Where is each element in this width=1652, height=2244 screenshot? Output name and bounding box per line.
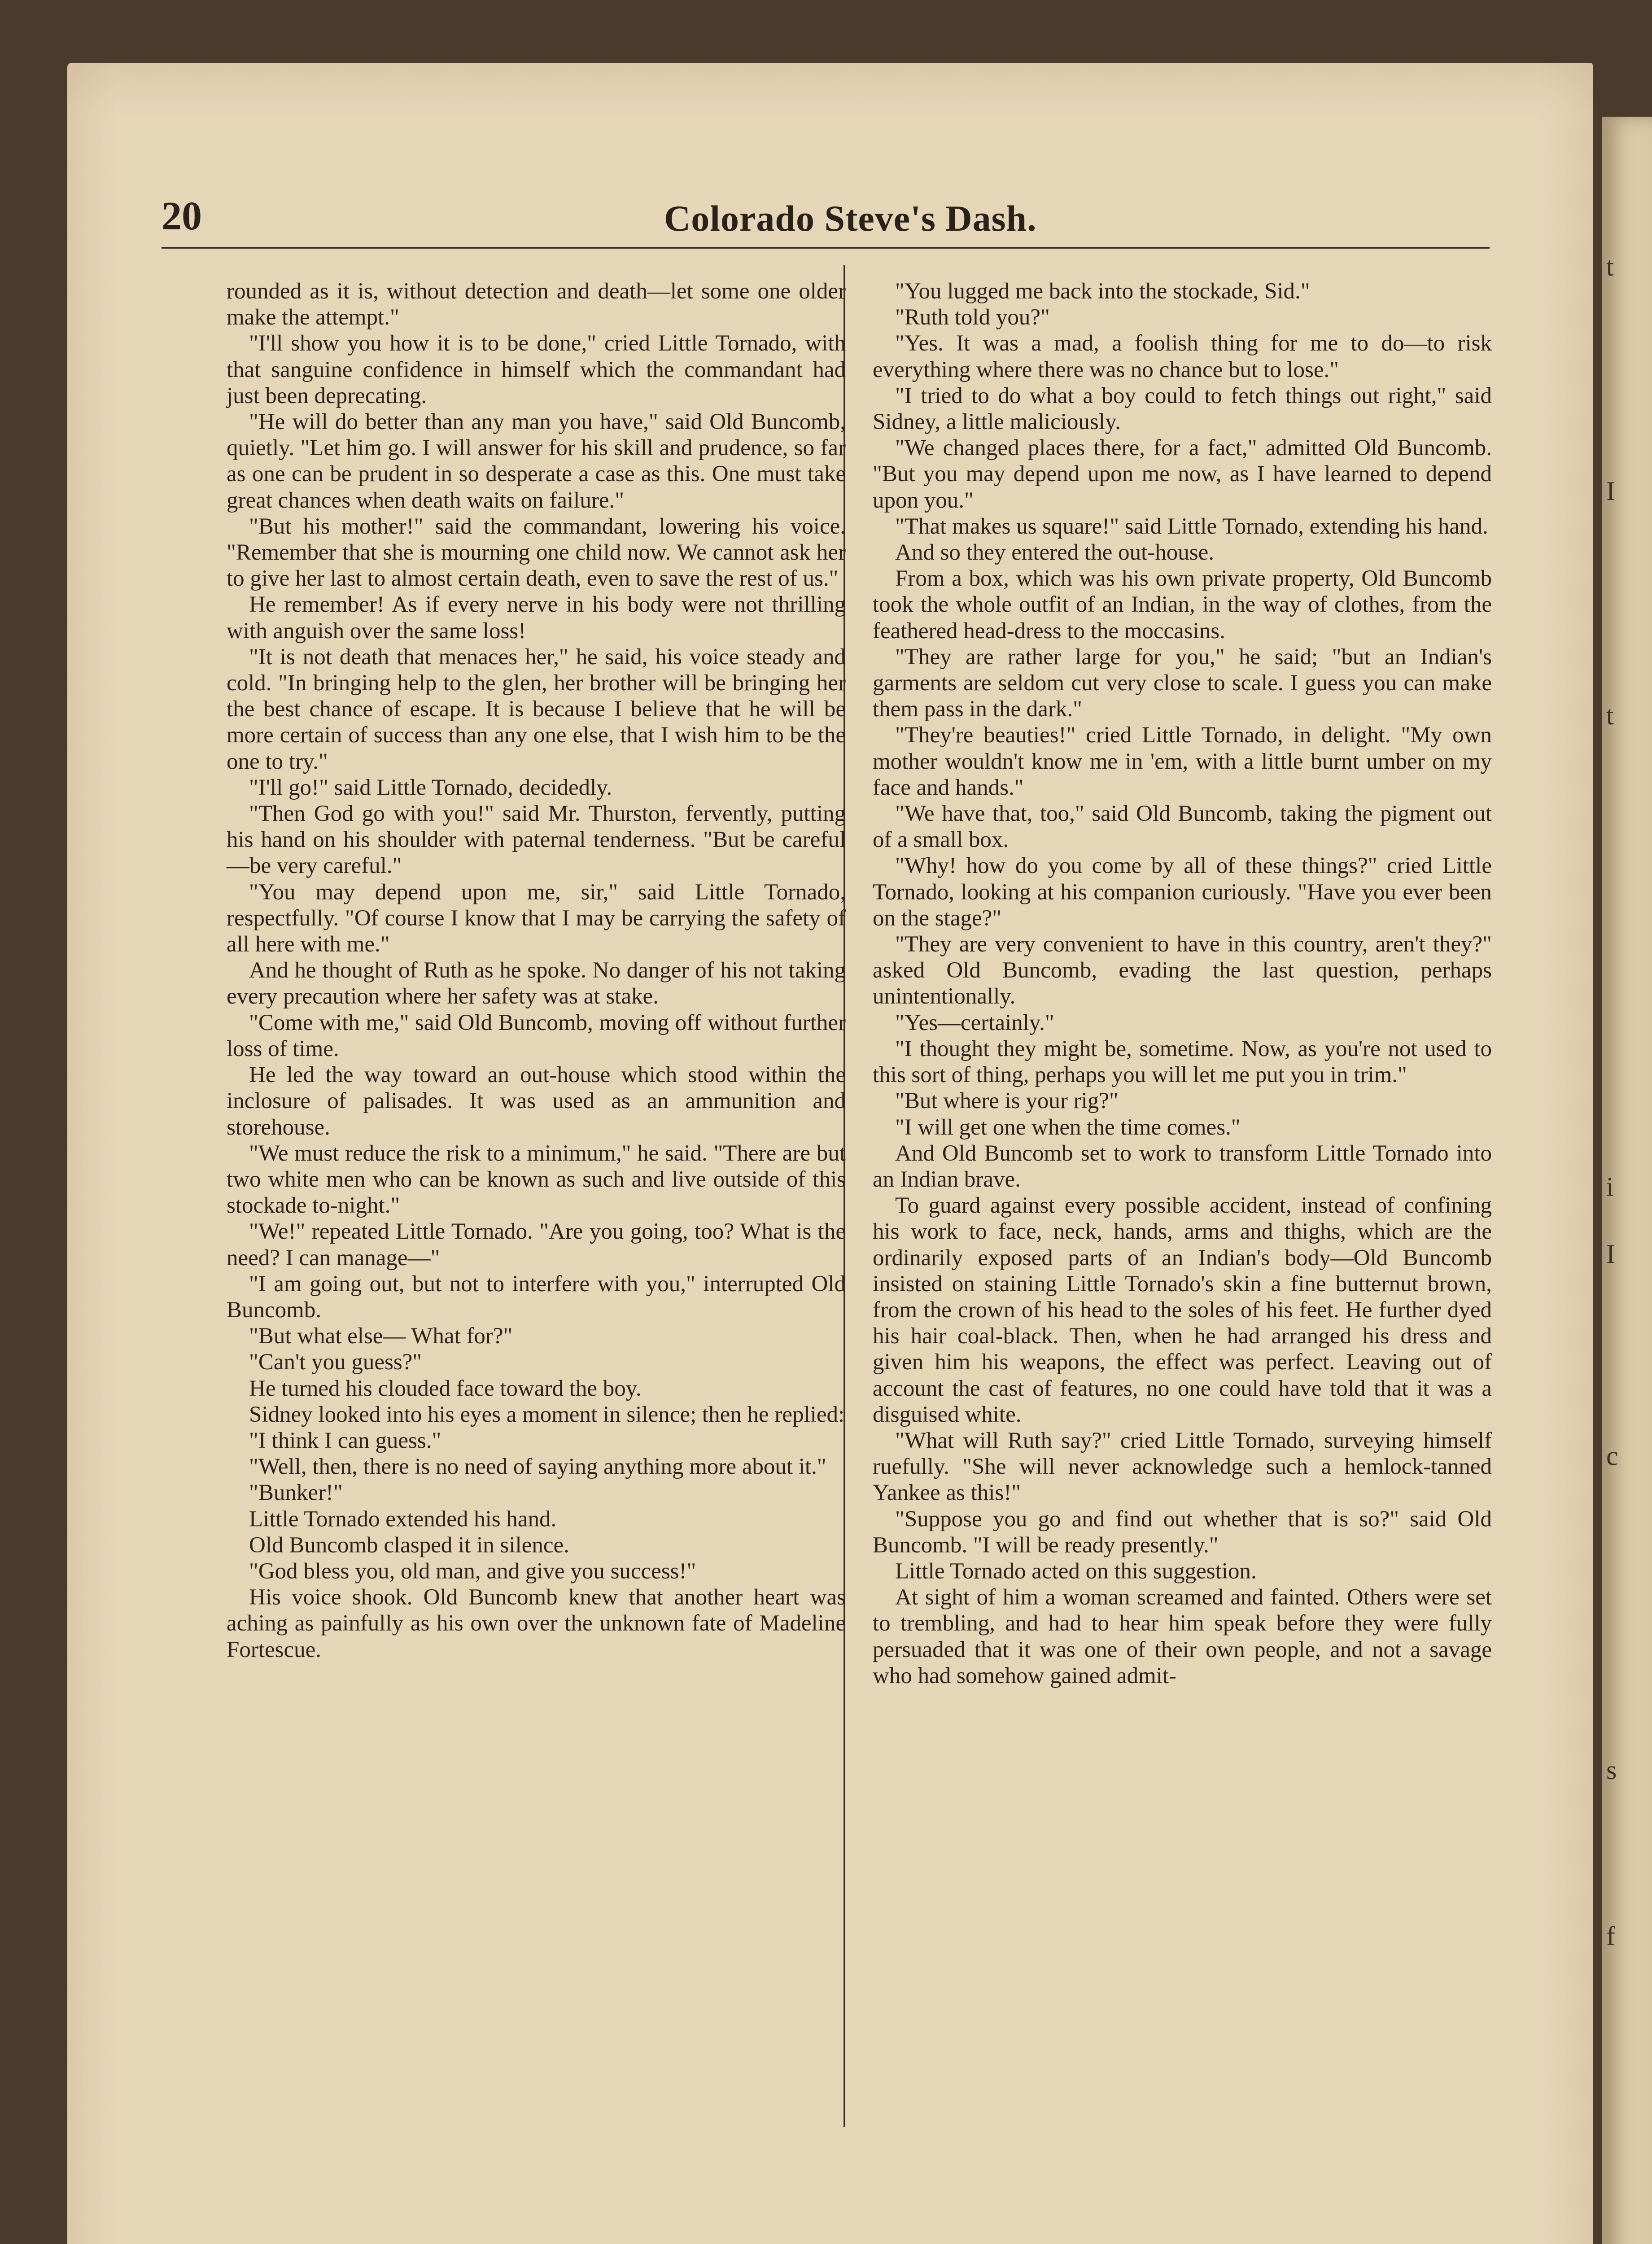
paragraph: "I thought they might be, sometime. Now, as you're not used to this sort of thing, perhaps you will let me put you in trim." — [873, 1036, 1492, 1088]
page-number: 20 — [162, 194, 202, 238]
paragraph: "Ruth told you?" — [895, 305, 1050, 330]
paragraph: He led the way toward an out-house which stood within the inclosure of palisades. It was used as an ammunition and storehouse. — [227, 1062, 846, 1140]
paragraph: "I will get one when the time comes." — [895, 1114, 1241, 1140]
facing-page-edge: t I t i I c s f — [1602, 117, 1652, 2244]
header-rule — [162, 247, 1490, 249]
paragraph: "That makes us square!" said Little Tornado, extending his hand. — [895, 513, 1488, 539]
paragraph: "Why! how do you come by all of these things?" cried Little Tornado, looking at his companion curiously. "Have you ever been on the stage?" — [873, 853, 1492, 931]
page-header — [162, 193, 1490, 247]
paragraph: "We changed places there, for a fact," admitted Old Buncomb. "But you may depend upon me now, as I have learned to depend upon you." — [873, 435, 1492, 513]
paragraph: "Yes—certainly." — [895, 1010, 1054, 1035]
paragraph: "God bless you, old man, and give you success!" — [249, 1558, 696, 1584]
text-column-left — [227, 278, 846, 1663]
paragraph: "I'll show you how it is to be done," cried Little Tornado, with that sanguine confidence in himself which the commandant had just been deprecating. — [227, 331, 846, 408]
paragraph: He remember! As if every nerve in his body were not thrilling with anguish over the same loss! — [227, 592, 846, 644]
paragraph: "They're beauties!" cried Little Tornado, in delight. "My own mother wouldn't know me in 'em, with a little burnt umber on my face and hands." — [873, 723, 1492, 800]
paragraph: Little Tornado extended his hand. — [249, 1506, 557, 1532]
paragraph: "Bunker!" — [249, 1480, 343, 1506]
paragraph: "Come with me," said Old Buncomb, moving off without further loss of time. — [227, 1010, 846, 1061]
paragraph: "Suppose you go and find out whether that is so?" said Old Buncomb. "I will be ready presently." — [873, 1506, 1492, 1558]
paragraph: "Can't you guess?" — [249, 1350, 422, 1375]
paragraph: And so they entered the out-house. — [895, 540, 1214, 565]
paragraph: "They are very convenient to have in this country, aren't they?" asked Old Buncomb, evading the last question, perhaps unintentionally. — [873, 932, 1492, 1009]
paragraph: And Old Buncomb set to work to transform Little Tornado into an Indian brave. — [873, 1140, 1492, 1192]
paragraph: "I tried to do what a boy could to fetch things out right," said Sidney, a little maliciously. — [873, 383, 1492, 435]
paragraph: "You lugged me back into the stockade, Sid." — [895, 279, 1310, 304]
paragraph: "But his mother!" said the commandant, lowering his voice. "Remember that she is mourning one child now. We cannot ask her to give her last to almost certain death, even to save the rest of us." — [227, 513, 846, 592]
paragraph: Old Buncomb clasped it in silence. — [249, 1532, 569, 1558]
running-title: Colorado Steve's Dash. — [664, 198, 1037, 239]
paragraph: His voice shook. Old Buncomb knew that another heart was aching as painfully as his own over the unknown fate of Madeline Fortescue. — [227, 1585, 846, 1662]
paragraph: To guard against every possible accident, instead of confining his work to face, neck, hands, arms and thighs, which are the ordinarily exposed parts of an Indian's body—Old Buncomb insisted on staining Little Tornado's skin a fine butternut brown, from the crown of his head to the soles of his feet. He further dyed his hair coal-black. Then, when he had arranged his dress and given him his weapons, the effect was perfect. Leaving out of account the cast of features, no one could have told that it was a disguised white. — [873, 1193, 1492, 1427]
paragraph: "Then God go with you!" said Mr. Thurston, fervently, putting his hand on his shoulder with paternal tenderness. "But be careful—be very careful." — [227, 801, 846, 879]
paragraph: "You may depend upon me, sir," said Little Tornado, respectfully. "Of course I know that I may be carrying the safety of all here with me." — [227, 879, 846, 957]
paragraph: "But where is your rig?" — [895, 1088, 1119, 1114]
paragraph: At sight of him a woman screamed and fainted. Others were set to trembling, and had to hear him speak before they were fully persuaded that it was one of their own people, and not a savage who had somehow gained admit- — [873, 1585, 1492, 1688]
paragraph: "But what else— What for?" — [249, 1324, 513, 1349]
paragraph: "It is not death that menaces her," he said, his voice steady and cold. "In bringing help to the glen, her brother will be bringing her the best chance of escape. It is because I believe that he will be more certain of success than any one else, that I wish him to be the one to try." — [227, 644, 846, 774]
paragraph: "I am going out, but not to interfere with you," interrupted Old Buncomb. — [227, 1271, 846, 1323]
paragraph: "I'll go!" said Little Tornado, decidedly. — [249, 775, 612, 800]
paragraph: From a box, which was his own private property, Old Buncomb took the whole outfit of an Indian, in the way of clothes, from the feathered head-dress to the moccasins. — [873, 566, 1492, 644]
paragraph: "Yes. It was a mad, a foolish thing for me to do—to risk everything where there was no chance but to lose." — [873, 331, 1492, 382]
paragraph: "He will do better than any man you have," said Old Buncomb, quietly. "Let him go. I will answer for his skill and prudence, so far as one can be prudent in so desperate a case as this. One must take great chances when death waits on failure." — [227, 409, 846, 513]
paragraph: Little Tornado acted on this suggestion. — [895, 1558, 1257, 1584]
paragraph: "They are rather large for you," he said; "but an Indian's garments are seldom cut very close to scale. I guess you can make them pass in the dark." — [873, 644, 1492, 722]
paragraph: rounded as it is, without detection and death—let some one older make the attempt." — [227, 279, 846, 330]
paragraph: "We!" repeated Little Tornado. "Are you going, too? What is the need? I can manage—" — [227, 1219, 846, 1271]
paragraph: "What will Ruth say?" cried Little Tornado, surveying himself ruefully. "She will never acknowledge such a hemlock-tanned Yankee as this!" — [873, 1428, 1492, 1506]
paragraph: Sidney looked into his eyes a moment in silence; then he replied: — [249, 1402, 845, 1427]
text-column-right — [873, 278, 1492, 1689]
paragraph: He turned his clouded face toward the boy. — [249, 1376, 642, 1401]
paragraph: "We have that, too," said Old Buncomb, taking the pigment out of a small box. — [873, 801, 1492, 853]
paragraph: "Well, then, there is no need of saying anything more about it." — [249, 1454, 826, 1480]
paragraph: "I think I can guess." — [249, 1428, 441, 1453]
paragraph: "We must reduce the risk to a minimum," he said. "There are but two white men who can be known as such and live outside of this stockade to-night." — [227, 1140, 846, 1218]
paragraph: And he thought of Ruth as he spoke. No danger of his not taking every precaution where her safety was at stake. — [227, 958, 846, 1009]
